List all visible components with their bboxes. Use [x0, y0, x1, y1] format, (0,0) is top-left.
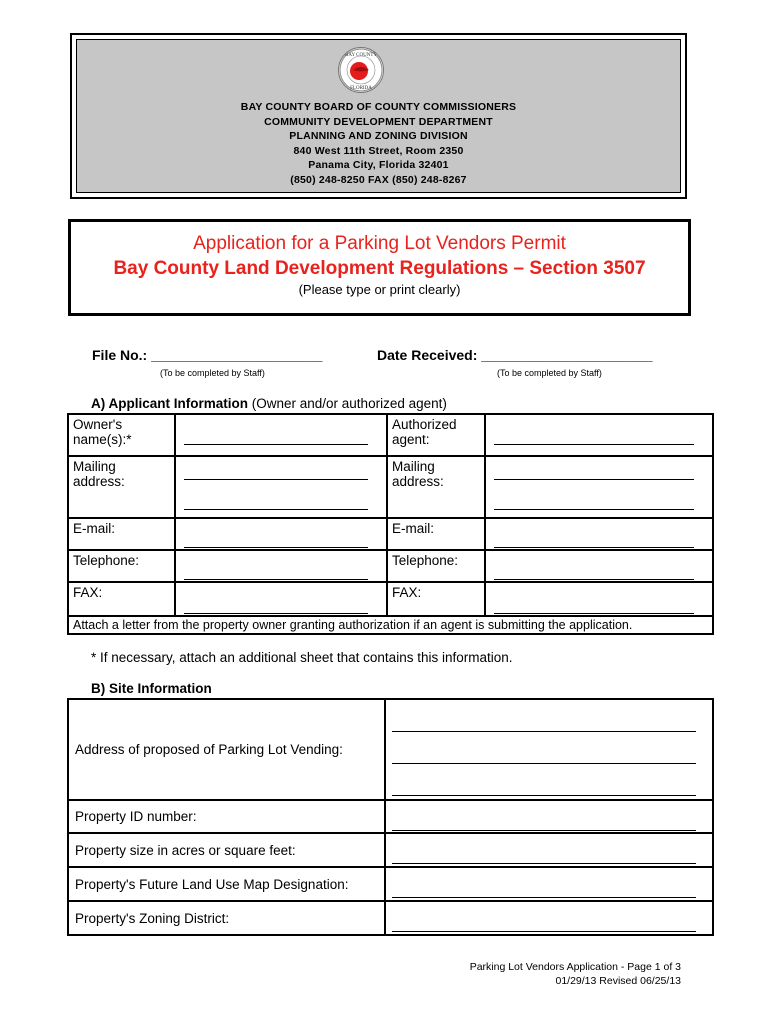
agent-address-label: Mailing address:: [387, 456, 485, 518]
table-row: [68, 550, 713, 582]
svg-text:BAY COUNTY: BAY COUNTY: [345, 53, 377, 58]
table-row: [68, 518, 713, 550]
table-row: [68, 901, 713, 935]
page-footer: [470, 960, 681, 988]
owner-email-input[interactable]: [175, 518, 387, 550]
applicant-table: [67, 413, 714, 635]
header-line: PLANNING AND ZONING DIVISION: [289, 130, 468, 142]
table-row: [68, 616, 713, 634]
additional-sheet-note: * If necessary, attach an additional sheet that contains this information.: [91, 650, 513, 665]
header-line: 840 West 11th Street, Room 2350: [293, 144, 464, 157]
form-instruction: (Please type or print clearly): [298, 282, 461, 297]
section-a-heading: [91, 396, 447, 411]
owner-address-input[interactable]: [175, 456, 387, 518]
property-size-label: Property size in acres or square feet:: [68, 833, 385, 867]
county-seal-icon: [338, 47, 384, 93]
header-line: (850) 248-8250 FAX (850) 248-8267: [290, 173, 467, 186]
owner-telephone-input[interactable]: [175, 550, 387, 582]
property-id-label: Property ID number:: [68, 800, 385, 833]
table-row: [68, 456, 713, 518]
file-no-field[interactable]: File No.: ______________________: [92, 347, 323, 363]
file-no-note: (To be completed by Staff): [160, 368, 265, 378]
vending-address-input[interactable]: [385, 699, 713, 800]
agent-address-input[interactable]: [485, 456, 713, 518]
owner-name-input[interactable]: [175, 414, 387, 456]
agent-name-input[interactable]: [485, 414, 713, 456]
owner-telephone-label: Telephone:: [68, 550, 175, 582]
agent-email-label: E-mail:: [387, 518, 485, 550]
agent-telephone-label: Telephone:: [387, 550, 485, 582]
agent-telephone-input[interactable]: [485, 550, 713, 582]
agent-fax-label: FAX:: [387, 582, 485, 616]
header-line: Panama City, Florida 32401: [308, 159, 449, 171]
table-row: [68, 582, 713, 616]
section-a-heading-bold: A) Applicant Information: [91, 396, 248, 411]
owner-name-label: Owner's name(s):*: [68, 414, 175, 456]
header-panel: [76, 39, 681, 193]
owner-fax-label: FAX:: [68, 582, 175, 616]
vending-address-label: Address of proposed of Parking Lot Vending:: [68, 699, 385, 800]
section-b-heading: B) Site Information: [91, 681, 212, 696]
table-row: [68, 414, 713, 456]
authorization-note: Attach a letter from the property owner granting authorization if an agent is submitting the application.: [68, 616, 713, 634]
owner-email-label: E-mail:: [68, 518, 175, 550]
table-row: [68, 833, 713, 867]
date-received-note: (To be completed by Staff): [497, 368, 602, 378]
zoning-district-label: Property's Zoning District:: [68, 901, 385, 935]
svg-text:FLORIDA: FLORIDA: [350, 86, 372, 91]
property-id-input[interactable]: [385, 800, 713, 833]
future-land-use-label: Property's Future Land Use Map Designation:: [68, 867, 385, 901]
form-title: Application for a Parking Lot Vendors Permit: [193, 233, 566, 254]
owner-fax-input[interactable]: [175, 582, 387, 616]
footer-revision-date: 01/29/13 Revised 06/25/13: [555, 975, 681, 987]
form-subtitle: Bay County Land Development Regulations – Section 3507: [113, 258, 646, 279]
footer-page-number: Parking Lot Vendors Application - Page 1 of 3: [469, 961, 681, 973]
table-row: [68, 699, 713, 800]
section-a-heading-rest: (Owner and/or authorized agent): [248, 396, 447, 411]
header-line: BAY COUNTY BOARD OF COUNTY COMMISSIONERS: [240, 101, 517, 113]
header-address-block: [77, 100, 680, 187]
header-line: COMMUNITY DEVELOPMENT DEPARTMENT: [264, 115, 493, 128]
owner-address-label: Mailing address:: [68, 456, 175, 518]
agent-fax-input[interactable]: [485, 582, 713, 616]
agent-name-label: Authorized agent:: [387, 414, 485, 456]
table-row: [68, 867, 713, 901]
table-row: [68, 800, 713, 833]
date-received-field[interactable]: Date Received: ______________________: [377, 347, 653, 363]
zoning-district-input[interactable]: [385, 901, 713, 935]
property-size-input[interactable]: [385, 833, 713, 867]
future-land-use-input[interactable]: [385, 867, 713, 901]
title-box: [68, 219, 691, 316]
header-box: [70, 33, 687, 199]
agent-email-input[interactable]: [485, 518, 713, 550]
site-table: [67, 698, 714, 936]
